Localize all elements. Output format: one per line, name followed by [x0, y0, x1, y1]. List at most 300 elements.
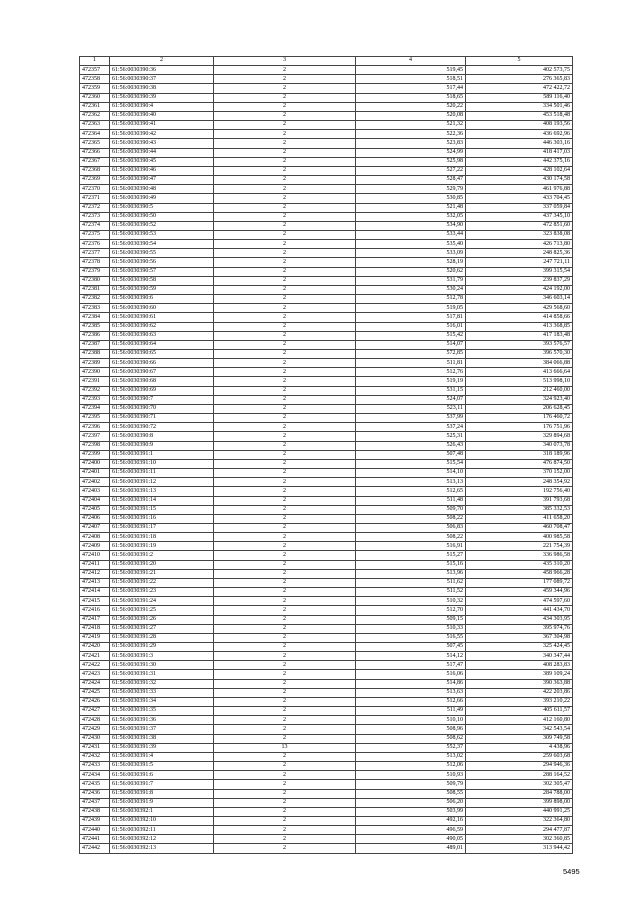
cost-cell: 4 438,96: [466, 743, 573, 752]
value-cell: 523,83: [356, 139, 466, 148]
row-id-cell: 472404: [80, 496, 110, 505]
row-id-cell: 472360: [80, 93, 110, 102]
type-cell: 2: [214, 661, 356, 670]
type-cell: 2: [214, 350, 356, 359]
row-id-cell: 472401: [80, 469, 110, 478]
type-cell: 2: [214, 514, 356, 523]
type-cell: 2: [214, 285, 356, 294]
cadastral-number-cell: 61:56:0030390:66: [110, 359, 214, 368]
table-row: [80, 139, 573, 148]
type-cell: 2: [214, 276, 356, 285]
cadastral-number-cell: 61:56:0030391:16: [110, 514, 214, 523]
type-cell: 2: [214, 84, 356, 93]
cadastral-number-cell: 61:56:0030390:53: [110, 230, 214, 239]
value-cell: 525,31: [356, 432, 466, 441]
value-cell: 508,22: [356, 514, 466, 523]
cadastral-number-cell: 61:56:0030390:50: [110, 212, 214, 221]
cost-cell: 247 721,11: [466, 258, 573, 267]
cadastral-number-cell: 61:56:0030391:38: [110, 734, 214, 743]
cadastral-number-cell: 61:56:0030390:9: [110, 441, 214, 450]
table-row: [80, 514, 573, 523]
row-id-cell: 472385: [80, 322, 110, 331]
cadastral-number-cell: 61:56:0030391:36: [110, 716, 214, 725]
type-cell: 2: [214, 752, 356, 761]
type-cell: 2: [214, 569, 356, 578]
row-id-cell: 472395: [80, 414, 110, 423]
row-id-cell: 472368: [80, 166, 110, 175]
cadastral-number-cell: 61:56:0030391:11: [110, 469, 214, 478]
table-row: [80, 185, 573, 194]
cadastral-number-cell: 61:56:0030391:39: [110, 743, 214, 752]
cadastral-number-cell: 61:56:0030392:1: [110, 807, 214, 816]
value-cell: 517,81: [356, 313, 466, 322]
table-row: [80, 652, 573, 661]
value-cell: 496,59: [356, 826, 466, 835]
table-row: [80, 304, 573, 313]
type-cell: 2: [214, 844, 356, 853]
value-cell: 520,08: [356, 111, 466, 120]
value-cell: 510,32: [356, 597, 466, 606]
cadastral-number-cell: 61:56:0030391:24: [110, 597, 214, 606]
column-header-4: 4: [356, 57, 466, 66]
cadastral-number-cell: 61:56:0030391:31: [110, 670, 214, 679]
cost-cell: 302 360,85: [466, 835, 573, 844]
row-id-cell: 472376: [80, 240, 110, 249]
table-row: [80, 221, 573, 230]
type-cell: 2: [214, 340, 356, 349]
value-cell: 515,16: [356, 560, 466, 569]
table-row: [80, 643, 573, 652]
cadastral-number-cell: 61:56:0030391:7: [110, 780, 214, 789]
table-row: [80, 84, 573, 93]
cost-cell: 413 368,85: [466, 322, 573, 331]
data-table: [79, 56, 573, 854]
cadastral-number-cell: 61:56:0030390:61: [110, 313, 214, 322]
table-row: [80, 734, 573, 743]
row-id-cell: 472382: [80, 295, 110, 304]
value-cell: 537,24: [356, 423, 466, 432]
cost-cell: 435 310,20: [466, 560, 573, 569]
table-row: [80, 66, 573, 75]
cost-cell: 460 708,47: [466, 523, 573, 532]
cadastral-number-cell: 61:56:0030390:5: [110, 203, 214, 212]
cadastral-number-cell: 61:56:0030390:59: [110, 285, 214, 294]
cost-cell: 402 573,75: [466, 66, 573, 75]
table-row: [80, 496, 573, 505]
table-row: [80, 75, 573, 84]
type-cell: 2: [214, 606, 356, 615]
cost-cell: 424 192,00: [466, 285, 573, 294]
table-row: [80, 505, 573, 514]
cost-cell: 453 518,48: [466, 111, 573, 120]
cadastral-number-cell: 61:56:0030390:68: [110, 377, 214, 386]
cadastral-number-cell: 61:56:0030390:65: [110, 350, 214, 359]
cost-cell: 472 422,72: [466, 84, 573, 93]
type-cell: 2: [214, 624, 356, 633]
row-id-cell: 472415: [80, 597, 110, 606]
cost-cell: 461 976,88: [466, 185, 573, 194]
cost-cell: 342 543,54: [466, 725, 573, 734]
cost-cell: 212 460,00: [466, 386, 573, 395]
cost-cell: 396 570,30: [466, 350, 573, 359]
row-id-cell: 472409: [80, 542, 110, 551]
type-cell: 2: [214, 551, 356, 560]
table-row: [80, 560, 573, 569]
cost-cell: 440 991,25: [466, 807, 573, 816]
type-cell: 2: [214, 469, 356, 478]
cost-cell: 284 788,00: [466, 789, 573, 798]
value-cell: 509,79: [356, 780, 466, 789]
row-id-cell: 472393: [80, 395, 110, 404]
table-row: [80, 432, 573, 441]
type-cell: 2: [214, 313, 356, 322]
table-row: [80, 661, 573, 670]
type-cell: 2: [214, 221, 356, 230]
type-cell: 2: [214, 395, 356, 404]
cadastral-number-cell: 61:56:0030391:28: [110, 633, 214, 642]
table-row: [80, 697, 573, 706]
type-cell: 2: [214, 652, 356, 661]
value-cell: 534,90: [356, 221, 466, 230]
value-cell: 515,42: [356, 331, 466, 340]
table-row: [80, 606, 573, 615]
value-cell: 523,11: [356, 404, 466, 413]
row-id-cell: 472430: [80, 734, 110, 743]
column-header-5: 5: [466, 57, 573, 66]
table-row: [80, 578, 573, 587]
type-cell: 2: [214, 798, 356, 807]
type-cell: 2: [214, 102, 356, 111]
type-cell: 2: [214, 93, 356, 102]
row-id-cell: 472367: [80, 157, 110, 166]
cost-cell: 294 477,87: [466, 826, 573, 835]
row-id-cell: 472425: [80, 688, 110, 697]
row-id-cell: 472384: [80, 313, 110, 322]
cadastral-number-cell: 61:56:0030391:20: [110, 560, 214, 569]
row-id-cell: 472439: [80, 816, 110, 825]
cadastral-number-cell: 61:56:0030391:3: [110, 652, 214, 661]
value-cell: 529,79: [356, 185, 466, 194]
table-row: [80, 542, 573, 551]
value-cell: 520,22: [356, 102, 466, 111]
value-cell: 535,40: [356, 240, 466, 249]
value-cell: 514,10: [356, 469, 466, 478]
value-cell: 525,98: [356, 157, 466, 166]
row-id-cell: 472390: [80, 368, 110, 377]
value-cell: 526,43: [356, 441, 466, 450]
column-header-1: 1: [80, 57, 110, 66]
row-id-cell: 472394: [80, 404, 110, 413]
table-row: [80, 725, 573, 734]
row-id-cell: 472442: [80, 844, 110, 853]
row-id-cell: 472421: [80, 652, 110, 661]
cadastral-number-cell: 61:56:0030390:70: [110, 404, 214, 413]
row-id-cell: 472400: [80, 459, 110, 468]
type-cell: 2: [214, 523, 356, 532]
type-cell: 2: [214, 423, 356, 432]
type-cell: 2: [214, 304, 356, 313]
type-cell: 2: [214, 688, 356, 697]
table-row: [80, 395, 573, 404]
cadastral-number-cell: 61:56:0030390:7: [110, 395, 214, 404]
cadastral-number-cell: 61:56:0030390:41: [110, 121, 214, 130]
cadastral-number-cell: 61:56:0030391:5: [110, 762, 214, 771]
cadastral-number-cell: 61:56:0030390:72: [110, 423, 214, 432]
cost-cell: 248 825,36: [466, 249, 573, 258]
type-cell: 2: [214, 230, 356, 239]
cost-cell: 334 501,46: [466, 102, 573, 111]
cost-cell: 288 164,52: [466, 771, 573, 780]
table-row: [80, 176, 573, 185]
cost-cell: 340 073,78: [466, 441, 573, 450]
cost-cell: 391 793,68: [466, 496, 573, 505]
value-cell: 518,65: [356, 93, 466, 102]
cadastral-number-cell: 61:56:0030391:13: [110, 487, 214, 496]
type-cell: 2: [214, 780, 356, 789]
value-cell: 510,93: [356, 771, 466, 780]
cost-cell: 389 109,24: [466, 670, 573, 679]
cadastral-number-cell: 61:56:0030390:55: [110, 249, 214, 258]
type-cell: 2: [214, 807, 356, 816]
cadastral-number-cell: 61:56:0030391:4: [110, 752, 214, 761]
type-cell: 2: [214, 707, 356, 716]
row-id-cell: 472408: [80, 533, 110, 542]
cost-cell: 474 597,60: [466, 597, 573, 606]
type-cell: 2: [214, 111, 356, 120]
type-cell: 2: [214, 725, 356, 734]
type-cell: 2: [214, 789, 356, 798]
cost-cell: 426 713,80: [466, 240, 573, 249]
cadastral-number-cell: 61:56:0030390:63: [110, 331, 214, 340]
table-row: [80, 322, 573, 331]
row-id-cell: 472431: [80, 743, 110, 752]
cadastral-number-cell: 61:56:0030391:6: [110, 771, 214, 780]
cost-cell: 390 363,88: [466, 679, 573, 688]
value-cell: 516,06: [356, 670, 466, 679]
row-id-cell: 472396: [80, 423, 110, 432]
cadastral-number-cell: 61:56:0030390:6: [110, 295, 214, 304]
type-cell: 2: [214, 322, 356, 331]
cost-cell: 458 966,28: [466, 569, 573, 578]
type-cell: 2: [214, 505, 356, 514]
type-cell: 2: [214, 267, 356, 276]
type-cell: 2: [214, 157, 356, 166]
value-cell: 510,33: [356, 624, 466, 633]
type-cell: 2: [214, 679, 356, 688]
type-cell: 2: [214, 295, 356, 304]
table-row: [80, 194, 573, 203]
value-cell: 511,48: [356, 496, 466, 505]
value-cell: 528,19: [356, 258, 466, 267]
value-cell: 518,51: [356, 75, 466, 84]
row-id-cell: 472418: [80, 624, 110, 633]
cost-cell: 318 189,96: [466, 450, 573, 459]
row-id-cell: 472407: [80, 523, 110, 532]
value-cell: 512,06: [356, 762, 466, 771]
type-cell: 2: [214, 542, 356, 551]
row-id-cell: 472372: [80, 203, 110, 212]
cadastral-number-cell: 61:56:0030391:26: [110, 615, 214, 624]
value-cell: 508,96: [356, 725, 466, 734]
table-row: [80, 295, 573, 304]
type-cell: 2: [214, 368, 356, 377]
value-cell: 517,47: [356, 661, 466, 670]
type-cell: 2: [214, 487, 356, 496]
value-cell: 530,85: [356, 194, 466, 203]
value-cell: 514,07: [356, 340, 466, 349]
row-id-cell: 472363: [80, 121, 110, 130]
table-row: [80, 450, 573, 459]
row-id-cell: 472359: [80, 84, 110, 93]
row-id-cell: 472414: [80, 588, 110, 597]
value-cell: 519,05: [356, 304, 466, 313]
table-row: [80, 844, 573, 853]
cadastral-number-cell: 61:56:0030390:58: [110, 276, 214, 285]
table-row: [80, 249, 573, 258]
row-id-cell: 472357: [80, 66, 110, 75]
type-cell: 2: [214, 194, 356, 203]
table-row: [80, 624, 573, 633]
table-row: [80, 368, 573, 377]
cost-cell: 411 658,20: [466, 514, 573, 523]
value-cell: 508,62: [356, 734, 466, 743]
row-id-cell: 472391: [80, 377, 110, 386]
row-id-cell: 472361: [80, 102, 110, 111]
value-cell: 492,16: [356, 816, 466, 825]
cadastral-number-cell: 61:56:0030391:9: [110, 798, 214, 807]
cadastral-number-cell: 61:56:0030390:8: [110, 432, 214, 441]
table-row: [80, 533, 573, 542]
table-row: [80, 826, 573, 835]
row-id-cell: 472422: [80, 661, 110, 670]
row-id-cell: 472419: [80, 633, 110, 642]
table-row: [80, 276, 573, 285]
cadastral-number-cell: 61:56:0030390:47: [110, 176, 214, 185]
table-row: [80, 752, 573, 761]
value-cell: 533,44: [356, 230, 466, 239]
cadastral-number-cell: 61:56:0030391:12: [110, 478, 214, 487]
type-cell: 2: [214, 240, 356, 249]
row-id-cell: 472436: [80, 789, 110, 798]
value-cell: 512,65: [356, 487, 466, 496]
row-id-cell: 472406: [80, 514, 110, 523]
row-id-cell: 472410: [80, 551, 110, 560]
cost-cell: 476 874,50: [466, 459, 573, 468]
row-id-cell: 472417: [80, 615, 110, 624]
row-id-cell: 472405: [80, 505, 110, 514]
row-id-cell: 472433: [80, 762, 110, 771]
cost-cell: 248 354,92: [466, 478, 573, 487]
cadastral-number-cell: 61:56:0030390:57: [110, 267, 214, 276]
row-id-cell: 472402: [80, 478, 110, 487]
type-cell: 2: [214, 414, 356, 423]
cost-cell: 418 417,03: [466, 148, 573, 157]
table-row: [80, 816, 573, 825]
cost-cell: 405 611,57: [466, 707, 573, 716]
cadastral-number-cell: 61:56:0030390:52: [110, 221, 214, 230]
value-cell: 552,37: [356, 743, 466, 752]
type-cell: 2: [214, 249, 356, 258]
type-cell: 2: [214, 386, 356, 395]
cadastral-number-cell: 61:56:0030390:64: [110, 340, 214, 349]
row-id-cell: 472411: [80, 560, 110, 569]
cadastral-number-cell: 61:56:0030391:37: [110, 725, 214, 734]
row-id-cell: 472370: [80, 185, 110, 194]
cost-cell: 472 851,60: [466, 221, 573, 230]
type-cell: 2: [214, 185, 356, 194]
type-cell: 2: [214, 258, 356, 267]
value-cell: 489,01: [356, 844, 466, 853]
cost-cell: 239 837,29: [466, 276, 573, 285]
cost-cell: 329 894,68: [466, 432, 573, 441]
type-cell: 2: [214, 478, 356, 487]
row-id-cell: 472371: [80, 194, 110, 203]
table-row: [80, 588, 573, 597]
value-cell: 533,09: [356, 249, 466, 258]
cost-cell: 259 603,68: [466, 752, 573, 761]
value-cell: 510,10: [356, 716, 466, 725]
cadastral-number-cell: 61:56:0030391:1: [110, 450, 214, 459]
value-cell: 519,19: [356, 377, 466, 386]
value-cell: 514,86: [356, 679, 466, 688]
page-number: 5495: [563, 867, 580, 876]
value-cell: 506,20: [356, 798, 466, 807]
row-id-cell: 472389: [80, 359, 110, 368]
table-row: [80, 789, 573, 798]
value-cell: 515,54: [356, 459, 466, 468]
row-id-cell: 472428: [80, 716, 110, 725]
cadastral-number-cell: 61:56:0030390:36: [110, 66, 214, 75]
cadastral-number-cell: 61:56:0030390:46: [110, 166, 214, 175]
table-row: [80, 111, 573, 120]
table-row: [80, 780, 573, 789]
type-cell: 2: [214, 588, 356, 597]
table-row: [80, 716, 573, 725]
row-id-cell: 472398: [80, 441, 110, 450]
value-cell: 511,81: [356, 359, 466, 368]
value-cell: 530,24: [356, 285, 466, 294]
cost-cell: 323 838,08: [466, 230, 573, 239]
row-id-cell: 472386: [80, 331, 110, 340]
table-row: [80, 148, 573, 157]
row-id-cell: 472429: [80, 725, 110, 734]
cadastral-number-cell: 61:56:0030391:25: [110, 606, 214, 615]
cost-cell: 436 692,96: [466, 130, 573, 139]
row-id-cell: 472440: [80, 826, 110, 835]
cadastral-number-cell: 61:56:0030390:48: [110, 185, 214, 194]
cost-cell: 399 898,00: [466, 798, 573, 807]
row-id-cell: 472381: [80, 285, 110, 294]
cost-cell: 437 345,10: [466, 212, 573, 221]
table-row: [80, 707, 573, 716]
row-id-cell: 472373: [80, 212, 110, 221]
cost-cell: 302 305,47: [466, 780, 573, 789]
cost-cell: 513 998,10: [466, 377, 573, 386]
value-cell: 516,01: [356, 322, 466, 331]
value-cell: 514,12: [356, 652, 466, 661]
cadastral-number-cell: 61:56:0030391:29: [110, 643, 214, 652]
row-id-cell: 472380: [80, 276, 110, 285]
cadastral-number-cell: 61:56:0030391:32: [110, 679, 214, 688]
row-id-cell: 472432: [80, 752, 110, 761]
cadastral-number-cell: 61:56:0030391:35: [110, 707, 214, 716]
table-row: [80, 102, 573, 111]
table-row: [80, 469, 573, 478]
table-row: [80, 386, 573, 395]
value-cell: 507,48: [356, 450, 466, 459]
cadastral-number-cell: 61:56:0030390:37: [110, 75, 214, 84]
row-id-cell: 472437: [80, 798, 110, 807]
